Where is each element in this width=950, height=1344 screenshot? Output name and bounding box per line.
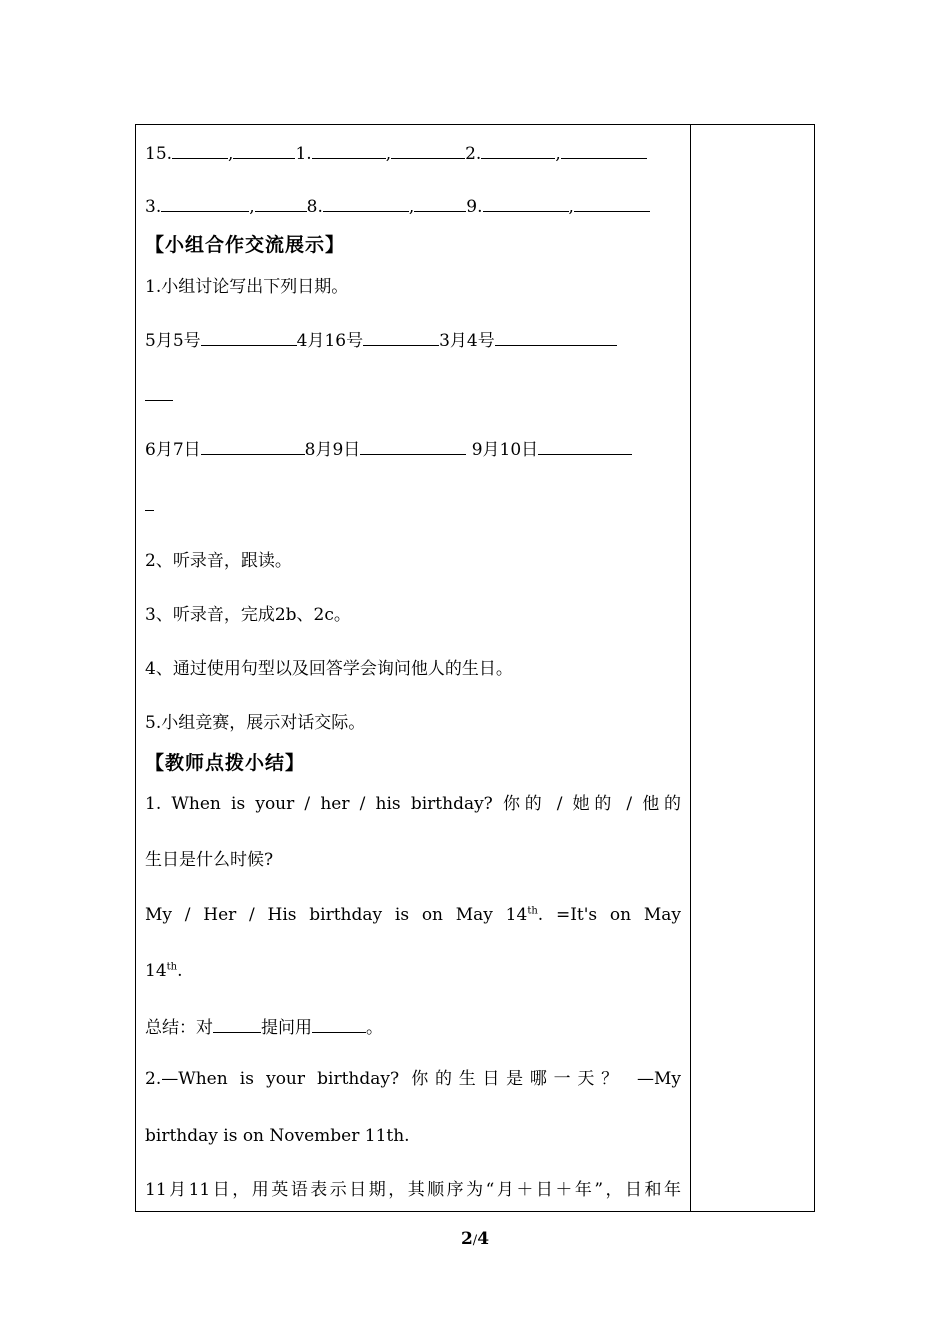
group-item-1: 1.小组讨论写出下列日期。 [145,277,349,297]
blank [391,141,465,159]
teacher-section-heading: 【教师点拨小结】 [145,752,306,774]
dates-row-2: 6月7日 8月9日 9月10日 [145,437,632,462]
blank [312,141,386,159]
blank [161,194,249,212]
blank [145,383,173,401]
teacher-point-1-line-2: 生日是什么时候? [145,850,274,870]
teacher-point-1-example-line-2: 14th. [145,961,183,981]
teacher-point-1-line-1: 1. When is your / her / his birthday? 你的 / 她的 / 他的 [145,794,681,814]
blank [213,1015,261,1033]
blank [414,194,466,212]
blank [360,437,466,455]
teacher-point-2-line-2: birthday is on November 11th. [145,1126,410,1146]
teacher-point-3-line-1: 11月11日，用英语表示日期，其顺序为“月＋日＋年”，日和年 [145,1180,681,1200]
blank [255,194,307,212]
exercise-row-1: 15. , 1. , 2. , [145,141,647,166]
blank [172,141,228,159]
group-item-5: 5.小组竞赛，展示对话交际。 [145,713,366,733]
group-item-3: 3、听录音，完成2b、2c。 [145,605,351,625]
group-item-4: 4、通过使用句型以及回答学会询问他人的生日。 [145,659,513,679]
blank [145,493,154,511]
blank [561,141,647,159]
worksheet-table [135,124,815,1212]
teacher-point-1-example-line-1: My / Her / His birthday is on May 14th. =It's on May [145,905,681,925]
blank [538,437,632,455]
blank [363,328,439,346]
dates-row-1-overflow [145,383,173,408]
blank [574,194,650,212]
blank [233,141,295,159]
blank [201,437,305,455]
blank [483,194,569,212]
blank [481,141,555,159]
summary-line: 总结：对 提问用 。 [145,1015,383,1040]
page-number: 2/4 [460,1229,490,1249]
exercise-row-2: 3. , 8. , 9. , [145,194,650,219]
column-divider [690,125,691,1211]
blank [495,328,617,346]
teacher-point-2-line-1: 2.—When is your birthday? 你的生日是哪一天？ —My [145,1069,681,1089]
blank [323,194,409,212]
blank [201,328,297,346]
group-item-2: 2、听录音，跟读。 [145,551,292,571]
dates-row-1: 5月5号 4月16号 3月4号 [145,328,617,353]
group-section-heading: 【小组合作交流展示】 [145,234,346,256]
blank [312,1015,366,1033]
dates-row-2-overflow [145,493,154,518]
